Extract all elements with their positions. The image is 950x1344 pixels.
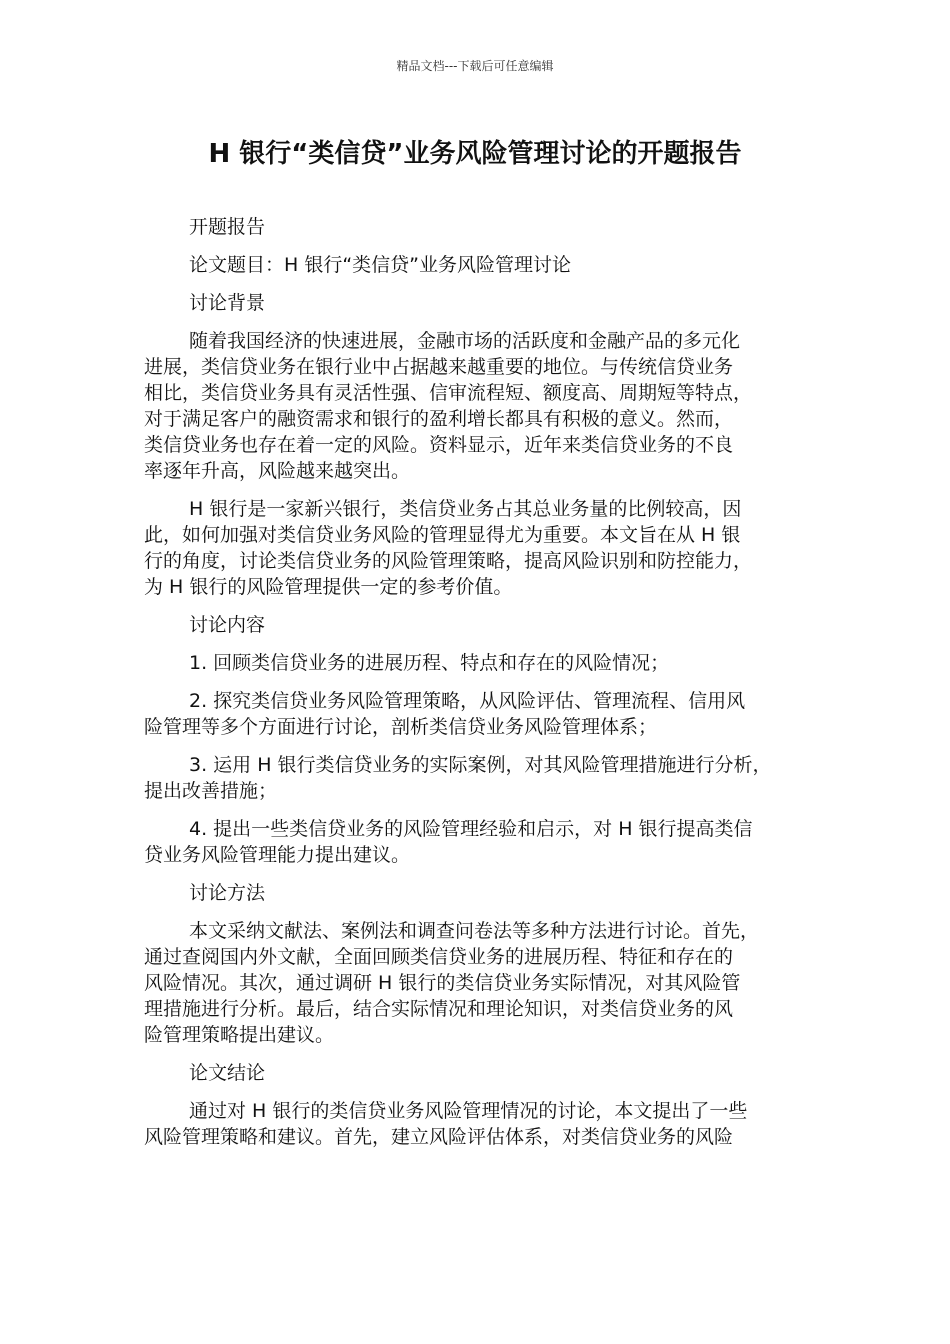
conclusion-paragraph: 通过对 H 银行的类信贷业务风险管理情况的讨论，本文提出了一些 风险管理策略和建议。首先，建立风险评估体系，对类信贷业务的风险 (144, 1100, 748, 1148)
thesis-title-line: 论文题目：H 银行“类信贷”业务风险管理讨论 (189, 254, 572, 276)
section-heading-method: 讨论方法 (189, 882, 266, 904)
section-heading-background: 讨论背景 (189, 292, 266, 314)
page-header-note: 精品文档---下载后可任意编辑 (396, 59, 554, 73)
document-body (144, 214, 816, 1150)
content-item-4: 4. 提出一些类信贷业务的风险管理经验和启示，对 H 银行提高类信 贷业务风险管理能力提出建议。 (144, 818, 753, 866)
content-item-1: 1. 回顾类信贷业务的进展历程、特点和存在的风险情况； (189, 652, 670, 674)
document-title: H 银行“类信贷”业务风险管理讨论的开题报告 (208, 139, 742, 169)
content-item-2: 2. 探究类信贷业务风险管理策略，从风险评估、管理流程、信用风 险管理等多个方面进行讨论，剖析类信贷业务风险管理体系； (144, 690, 746, 738)
background-paragraph-2: H 银行是一家新兴银行，类信贷业务占其总业务量的比例较高，因 此，如何加强对类信贷业务风险的管理显得尤为重要。本文旨在从 H 银 行的角度，讨论类信贷业务的风险管理策略，提高风险识别和防控能力， 为 H 银行的风险管理提供一定的参考价值。 (144, 498, 753, 598)
section-heading-conclusion: 论文结论 (189, 1062, 266, 1084)
label-opening-report: 开题报告 (189, 216, 266, 238)
method-paragraph: 本文采纳文献法、案例法和调查问卷法等多种方法进行讨论。首先， 通过查阅国内外文献，全面回顾类信贷业务的进展历程、特征和存在的 风险情况。其次，通过调研 H 银行的类信贷业务实际情况，对其风险管 理措施进行分析。最后，结合实际情况和理论知识，对类信贷业务的风 险管理策略提出建议。 (144, 920, 760, 1046)
section-heading-content: 讨论内容 (189, 614, 266, 636)
content-item-3: 3. 运用 H 银行类信贷业务的实际案例，对其风险管理措施进行分析， 提出改善措施； (144, 754, 772, 802)
background-paragraph-1: 随着我国经济的快速进展，金融市场的活跃度和金融产品的多元化 进展，类信贷业务在银行业中占据越来越重要的地位。与传统信贷业务 相比，类信贷业务具有灵活性强、信审流程短、额度高、周期短等特点， 对于满足客户的融资需求和银行的盈利增长都具有积极的意义。然而， 类信贷业务也存在着一定的风险。资料显示，近年来类信贷业务的不良 率逐年升高，风险越来越突出。 (144, 330, 753, 482)
